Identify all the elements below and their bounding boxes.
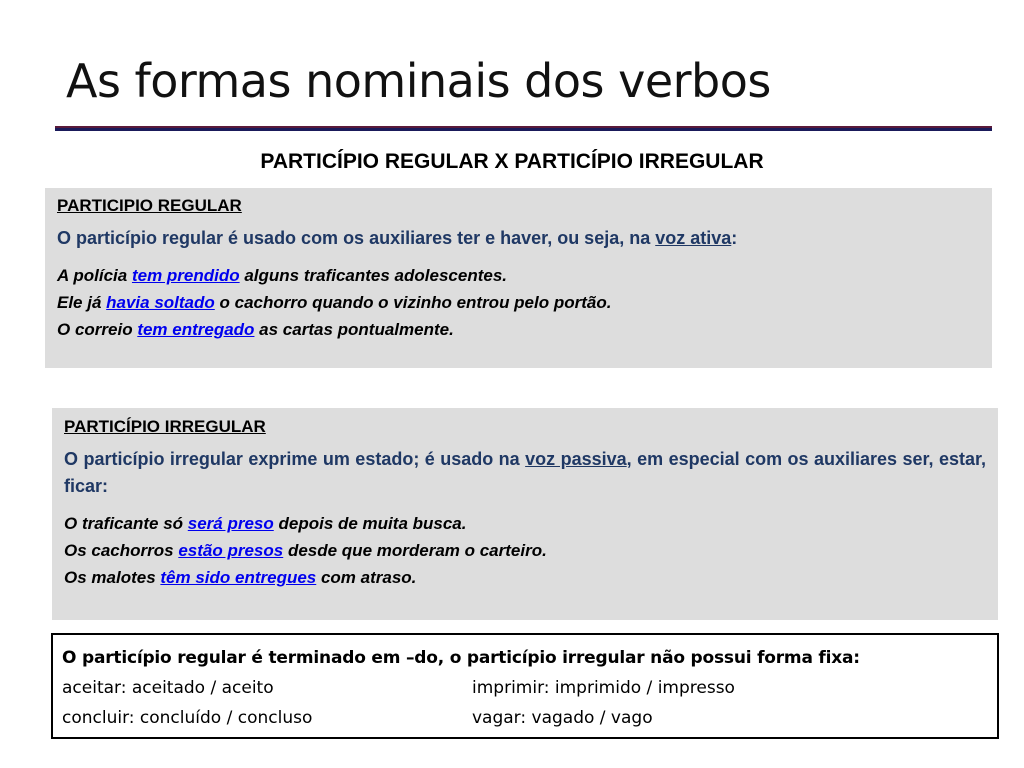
note-example: vagar: vagado / vago <box>472 708 653 728</box>
example-text: depois de muita busca. <box>273 514 467 533</box>
regular-example <box>57 289 980 316</box>
irregular-keyword: voz passiva <box>525 449 627 469</box>
irregular-desc-end: , em especial com os auxiliares ser, estar, ficar: <box>64 449 986 496</box>
note-row <box>62 673 988 703</box>
irregular-desc-text: O particípio irregular exprime um estado; é usado na <box>64 449 526 469</box>
example-verb-link[interactable]: têm sido entregues <box>160 568 317 587</box>
example-verb-link[interactable]: havia soltado <box>106 293 215 312</box>
slide-subtitle: PARTICÍPIO REGULAR X PARTICÍPIO IRREGULAR <box>260 150 764 173</box>
regular-example <box>57 262 980 289</box>
regular-desc-text: O particípio regular é usado com os auxiliares ter e haver, ou seja, na <box>57 228 656 248</box>
example-verb-link[interactable]: estão presos <box>178 541 284 560</box>
example-text: Ele já <box>57 293 107 312</box>
example-text: Os malotes <box>64 568 161 587</box>
example-verb-link[interactable]: tem entregado <box>137 320 255 339</box>
regular-heading: PARTICIPIO REGULAR <box>57 196 242 215</box>
example-text: com atraso. <box>316 568 417 587</box>
title-underline <box>55 126 992 131</box>
summary-note-box <box>51 633 999 739</box>
example-text: alguns traficantes adolescentes. <box>239 266 508 285</box>
example-text: desde que morderam o carteiro. <box>283 541 547 560</box>
regular-description <box>57 225 980 252</box>
irregular-heading: PARTICÍPIO IRREGULAR <box>64 417 266 436</box>
irregular-description <box>64 446 986 500</box>
regular-keyword: voz ativa <box>655 228 732 248</box>
example-text: O traficante só <box>64 514 188 533</box>
regular-example <box>57 316 980 343</box>
regular-participle-box <box>45 188 992 368</box>
irregular-participle-box <box>52 408 998 620</box>
note-row <box>62 703 988 733</box>
example-verb-link[interactable]: tem prendido <box>131 266 240 285</box>
irregular-example <box>64 564 986 591</box>
example-text: o cachorro quando o vizinho entrou pelo portão. <box>214 293 612 312</box>
example-text: as cartas pontualmente. <box>254 320 454 339</box>
note-example: imprimir: imprimido / impresso <box>472 678 735 698</box>
example-text: A polícia <box>57 266 132 285</box>
irregular-example <box>64 537 986 564</box>
example-text: Os cachorros <box>64 541 179 560</box>
irregular-example <box>64 510 986 537</box>
note-example: aceitar: aceitado / aceito <box>62 678 274 698</box>
note-heading: O particípio regular é terminado em –do, o particípio irregular não possui forma fixa: <box>62 648 860 668</box>
example-text: O correio <box>57 320 138 339</box>
regular-desc-end: : <box>731 228 738 248</box>
slide-title: As formas nominais dos verbos <box>66 54 771 108</box>
note-example: concluir: concluído / concluso <box>62 708 313 728</box>
example-verb-link[interactable]: será preso <box>187 514 274 533</box>
